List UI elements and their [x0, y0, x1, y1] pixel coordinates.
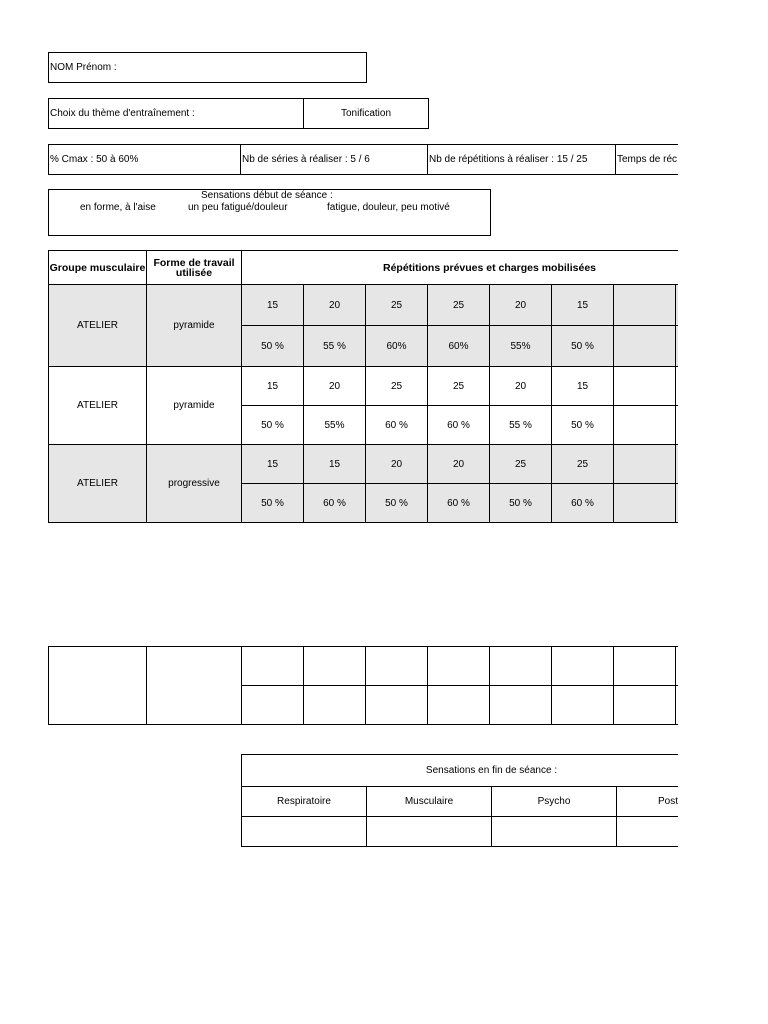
rep-cell[interactable]: 25	[366, 285, 428, 326]
reps-cell	[427, 144, 616, 175]
end-col-musculaire: Musculaire	[367, 787, 492, 817]
rep-cell[interactable]: 15	[552, 367, 614, 406]
load-cell[interactable]: 50 %	[490, 484, 552, 523]
row-1-group: ATELIER	[49, 285, 147, 367]
blank-cell[interactable]	[490, 647, 552, 686]
load-cell[interactable]: 55 %	[304, 326, 366, 367]
start-option-1[interactable]: en forme, à l'aise	[80, 202, 156, 213]
rep-cell[interactable]	[614, 445, 676, 484]
blank-group-cell[interactable]	[49, 647, 147, 725]
load-cell[interactable]: 60 %	[552, 484, 614, 523]
blank-table	[48, 646, 678, 725]
rep-cell[interactable]: 15	[242, 367, 304, 406]
start-sensations-box	[48, 189, 491, 236]
rest-cell	[615, 144, 678, 175]
start-option-3[interactable]: fatigue, douleur, peu motivé	[327, 202, 450, 213]
blank-cell[interactable]	[366, 647, 428, 686]
reps-text: Nb de répétitions à réaliser : 15 / 25	[429, 154, 588, 165]
row-3-group: ATELIER	[49, 445, 147, 523]
name-label: NOM Prénom :	[50, 62, 117, 73]
load-cell[interactable]: 50 %	[552, 326, 614, 367]
blank-cell[interactable]	[428, 647, 490, 686]
rep-cell[interactable]	[614, 285, 676, 326]
blank-cell[interactable]	[242, 686, 304, 725]
load-cell[interactable]: 60 %	[366, 406, 428, 445]
blank-cell[interactable]	[366, 686, 428, 725]
blank-cell[interactable]	[676, 647, 679, 686]
blank-form-cell[interactable]	[147, 647, 242, 725]
load-cell[interactable]	[676, 326, 679, 367]
theme-value-cell[interactable]	[303, 98, 429, 129]
end-col-respiratoire: Respiratoire	[242, 787, 367, 817]
rep-cell[interactable]	[676, 367, 679, 406]
rep-cell[interactable]: 25	[428, 367, 490, 406]
end-value-cell[interactable]	[242, 817, 367, 847]
rep-cell[interactable]: 20	[490, 285, 552, 326]
rep-cell[interactable]	[676, 445, 679, 484]
cmax-cell	[48, 144, 241, 175]
blank-cell[interactable]	[614, 647, 676, 686]
rest-text: Temps de réc	[617, 154, 678, 165]
load-cell[interactable]: 50 %	[366, 484, 428, 523]
theme-value: Tonification	[340, 108, 392, 119]
rep-cell[interactable]: 25	[490, 445, 552, 484]
blank-cell[interactable]	[304, 647, 366, 686]
rep-cell[interactable]: 20	[490, 367, 552, 406]
blank-cell[interactable]	[552, 647, 614, 686]
end-col-psycho: Psycho	[492, 787, 617, 817]
load-cell[interactable]: 50 %	[552, 406, 614, 445]
load-cell[interactable]	[614, 484, 676, 523]
rep-cell[interactable]: 20	[304, 285, 366, 326]
load-cell[interactable]	[676, 406, 679, 445]
row-2-form: pyramide	[147, 367, 242, 445]
load-cell[interactable]: 50 %	[242, 326, 304, 367]
theme-label: Choix du thème d'entraînement :	[50, 108, 195, 119]
blank-cell[interactable]	[552, 686, 614, 725]
rep-cell[interactable]: 20	[428, 445, 490, 484]
load-cell[interactable]: 60%	[366, 326, 428, 367]
rep-cell[interactable]: 20	[304, 367, 366, 406]
load-cell[interactable]	[614, 406, 676, 445]
load-cell[interactable]: 60 %	[428, 484, 490, 523]
blank-cell[interactable]	[304, 686, 366, 725]
load-cell[interactable]: 60%	[428, 326, 490, 367]
header-form: Forme de travail utilisée	[147, 251, 242, 285]
rep-cell[interactable]: 15	[552, 285, 614, 326]
training-table	[48, 250, 678, 523]
rep-cell[interactable]: 25	[552, 445, 614, 484]
load-cell[interactable]: 50 %	[242, 406, 304, 445]
rep-cell[interactable]: 15	[304, 445, 366, 484]
end-sensations-table	[241, 754, 678, 847]
row-3-form: progressive	[147, 445, 242, 523]
rep-cell[interactable]: 20	[366, 445, 428, 484]
load-cell[interactable]: 60 %	[304, 484, 366, 523]
series-cell	[240, 144, 428, 175]
blank-cell[interactable]	[242, 647, 304, 686]
rep-cell[interactable]	[676, 285, 679, 326]
rep-cell[interactable]: 25	[366, 367, 428, 406]
end-value-cell[interactable]	[617, 817, 679, 847]
header-reps: Répétitions prévues et charges mobilisées	[242, 251, 679, 285]
rep-cell[interactable]: 15	[242, 285, 304, 326]
series-text: Nb de séries à réaliser : 5 / 6	[242, 154, 370, 165]
blank-cell[interactable]	[614, 686, 676, 725]
load-cell[interactable]	[676, 484, 679, 523]
rep-cell[interactable]	[614, 367, 676, 406]
start-option-2[interactable]: un peu fatigué/douleur	[188, 202, 288, 213]
header-group: Groupe musculaire	[49, 251, 147, 285]
blank-cell[interactable]	[676, 686, 679, 725]
start-sensations-title: Sensations début de séance :	[201, 190, 333, 201]
end-value-cell[interactable]	[367, 817, 492, 847]
end-sensations-title: Sensations en fin de séance :	[242, 755, 679, 787]
name-field[interactable]	[48, 52, 367, 83]
load-cell[interactable]: 55 %	[490, 406, 552, 445]
end-col-post: Post	[617, 787, 679, 817]
load-cell[interactable]: 50 %	[242, 484, 304, 523]
row-2-group: ATELIER	[49, 367, 147, 445]
rep-cell[interactable]: 25	[428, 285, 490, 326]
end-value-cell[interactable]	[492, 817, 617, 847]
blank-cell[interactable]	[490, 686, 552, 725]
cmax-text: % Cmax : 50 à 60%	[50, 154, 139, 165]
load-cell[interactable]: 60 %	[428, 406, 490, 445]
rep-cell[interactable]: 15	[242, 445, 304, 484]
row-1-form: pyramide	[147, 285, 242, 367]
blank-cell[interactable]	[428, 686, 490, 725]
theme-label-cell	[48, 98, 304, 129]
load-cell[interactable]	[614, 326, 676, 367]
load-cell[interactable]: 55%	[304, 406, 366, 445]
load-cell[interactable]: 55%	[490, 326, 552, 367]
